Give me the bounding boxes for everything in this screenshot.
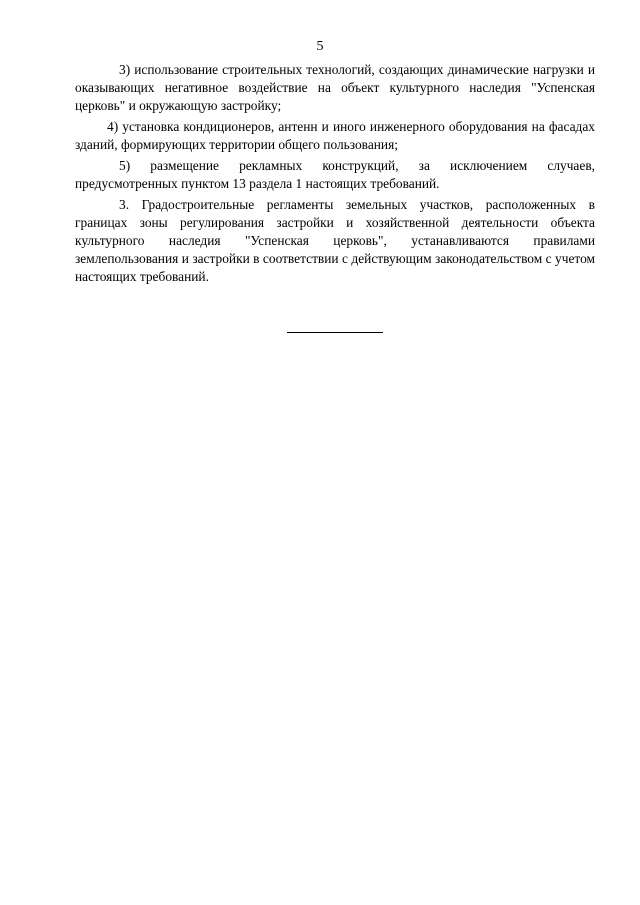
paragraph-item-4: 4) установка кондиционеров, антенн и иного инженерного оборудования на фасадах зданий, формирующих территории общего пользования;: [75, 119, 595, 152]
paragraph-item-5: 5) размещение рекламных конструкций, за исключением случаев, предусмотренных пунктом 13 раздела 1 настоящих требований.: [75, 158, 595, 191]
page-number: 5: [316, 39, 324, 54]
paragraph-item-3: 3) использование строительных технологий, создающих динамические нагрузки и оказывающих негативное воздействие на объект культурного наследия "Успенская церковь" и окружающую застройку;: [75, 62, 595, 113]
document-body: [75, 61, 595, 286]
end-of-text-divider: [287, 332, 383, 333]
paragraph-section-3: 3. Градостроительные регламенты земельных участков, расположенных в границах зоны регулирования застройки и хозяйственной деятельности объекта культурного наследия "Успенская церковь", устанавливаются правилами землепользования и застройки в соответствии с действующим законодательством с учетом настоящих требований.: [75, 197, 595, 284]
